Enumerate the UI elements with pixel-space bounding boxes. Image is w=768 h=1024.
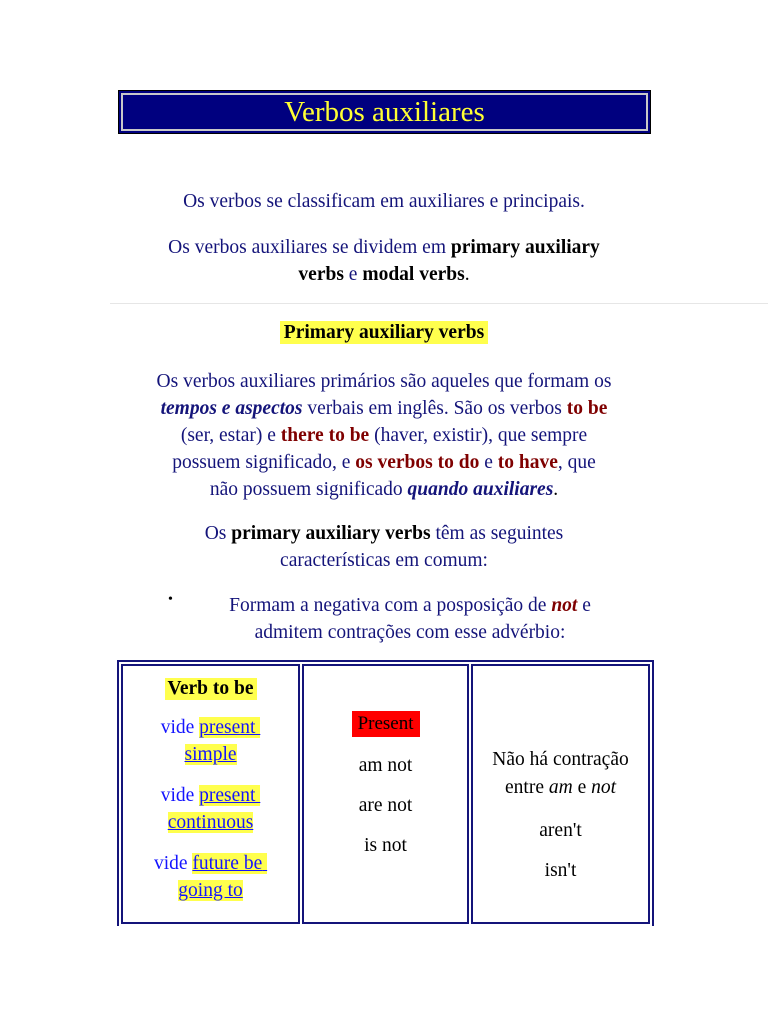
verb-to-be-label: Verb to be	[165, 678, 257, 700]
contraction-arent: aren't	[539, 820, 582, 841]
primary-paragraph: Os verbos auxiliares primários são aqueles que formam os tempos e aspectos verbais em inglês. São os verbos to be (ser, estar) e there to be (haver, existir), que sempre possuem significado, e os verbos to do e to have, que não possuem significado quando auxiliares.	[156, 371, 612, 500]
page-title: Verbos auxiliares	[284, 95, 485, 128]
link-present-continuous[interactable]: present	[199, 785, 260, 806]
characteristics-paragraph: Os primary auxiliary verbs têm as seguintes características em comum:	[204, 523, 564, 571]
divider	[110, 303, 768, 304]
intro-line-1: Os verbos se classificam em auxiliares e principais.	[183, 191, 585, 212]
section-heading: Primary auxiliary verbs	[0, 322, 768, 344]
link-present-simple[interactable]: present	[199, 717, 260, 738]
negative-is-not: is not	[364, 835, 407, 856]
link-future-be-going-to[interactable]: future be	[192, 853, 267, 874]
bullet-item: Formam a negativa com a posposição de not e admitem contrações com esse advérbio:	[229, 595, 591, 643]
vide-present-simple: vide present simple	[123, 714, 298, 768]
vide-present-continuous: vide present continuous	[123, 782, 298, 836]
bullet-dot: •	[168, 592, 173, 607]
negative-am-not: am not	[358, 755, 413, 776]
intro-line-2: Os verbos auxiliares se dividem em primary auxiliary verbs e modal verbs.	[168, 237, 600, 285]
no-contraction-note: Não há contração entre am e not	[492, 749, 629, 798]
present-tag: Present	[352, 711, 420, 737]
table-cell-negatives	[302, 664, 469, 924]
verbs-table	[117, 660, 654, 926]
contraction-isnt: isn't	[544, 860, 577, 881]
title-banner	[119, 91, 650, 133]
vide-future-be-going-to: vide future be going to	[123, 850, 298, 904]
table-cell-references	[121, 664, 300, 924]
term-primary-auxiliary: primary auxiliary	[450, 237, 600, 258]
table-cell-contractions	[471, 664, 650, 924]
term-modal-verbs: modal verbs	[362, 264, 465, 285]
negative-are-not: are not	[358, 795, 413, 816]
